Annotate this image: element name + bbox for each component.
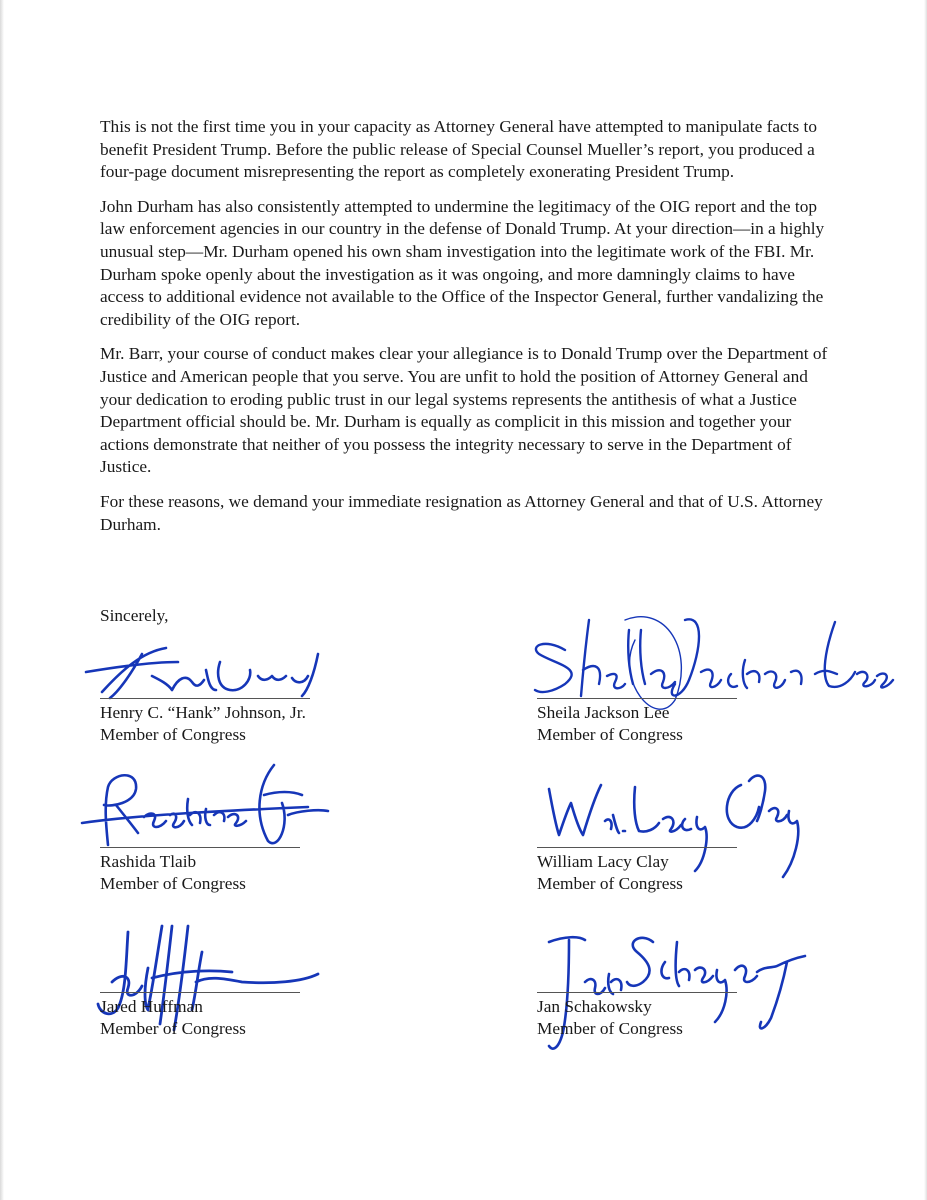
scan-edge [0,0,4,1200]
signatory-title: Member of Congress [100,725,246,744]
paragraph: John Durham has also consistently attempted to undermine the legitimacy of the OIG report and the top law enforcement agencies in our country in the defense of Donald Trump. At your direction—in a highly unusual step—Mr. Durham opened his own sham investigation into the legitimate work of the FBI. Mr. Durham spoke openly about the investigation as it was ongoing, and more damningly claims to have access to additional evidence not available to the Office of the Inspector General, further vandalizing the credibility of the OIG report. [100,196,825,329]
signature-line [100,992,300,993]
signature-line [537,698,737,699]
signature-line [537,847,737,848]
signature-block-huffman [100,912,430,1042]
signatory-name: Henry C. “Hank” Johnson, Jr. [100,703,306,722]
signature-block-tlaib [100,765,430,895]
signatory-name: William Lacy Clay [537,852,669,871]
signatory-title: Member of Congress [100,874,246,893]
signature-line [100,698,310,699]
signature-block-jackson-lee [537,640,867,770]
handwritten-signature [78,755,338,855]
signatory-name: Rashida Tlaib [100,852,197,871]
signature-block-schakowsky [537,912,867,1042]
signature-block-clay [537,765,867,895]
signatory-name: Sheila Jackson Lee [537,703,670,722]
handwritten-signature [82,640,342,710]
signature-block-johnson [100,640,430,770]
signatory-title: Member of Congress [537,1019,683,1038]
signatory-title: Member of Congress [100,1019,246,1038]
signature-line [537,992,737,993]
paragraph: This is not the first time you in your capacity as Attorney General have attempted to manipulate facts to benefit President Trump. Before the public release of Special Counsel Mueller’s report, you produced a four-page document misrepresenting the report as completely exonerating President Trump. [100,117,817,182]
signatory-title: Member of Congress [537,725,683,744]
letter-body [100,116,835,548]
signatory-name: Jan Schakowsky [537,997,652,1016]
signatory-name: Jared Huffman [100,997,203,1016]
paragraph: For these reasons, we demand your immediate resignation as Attorney General and that of U.S. Attorney Durham. [100,491,823,534]
paragraph: Mr. Barr, your course of conduct makes clear your allegiance is to Donald Trump over the Department of Justice and American people that you serve. You are unfit to hold the position of Attorney General and your dedication to eroding public trust in our legal systems represents the antithesis of what a Justice Department official should be. Mr. Durham is equally as complicit in this mission and together your actions demonstrate that neither of you possess the integrity necessary to serve in the Department of Justice. [100,344,828,477]
closing-salutation: Sincerely, [100,606,169,625]
signatory-title: Member of Congress [537,874,683,893]
signature-line [100,847,300,848]
